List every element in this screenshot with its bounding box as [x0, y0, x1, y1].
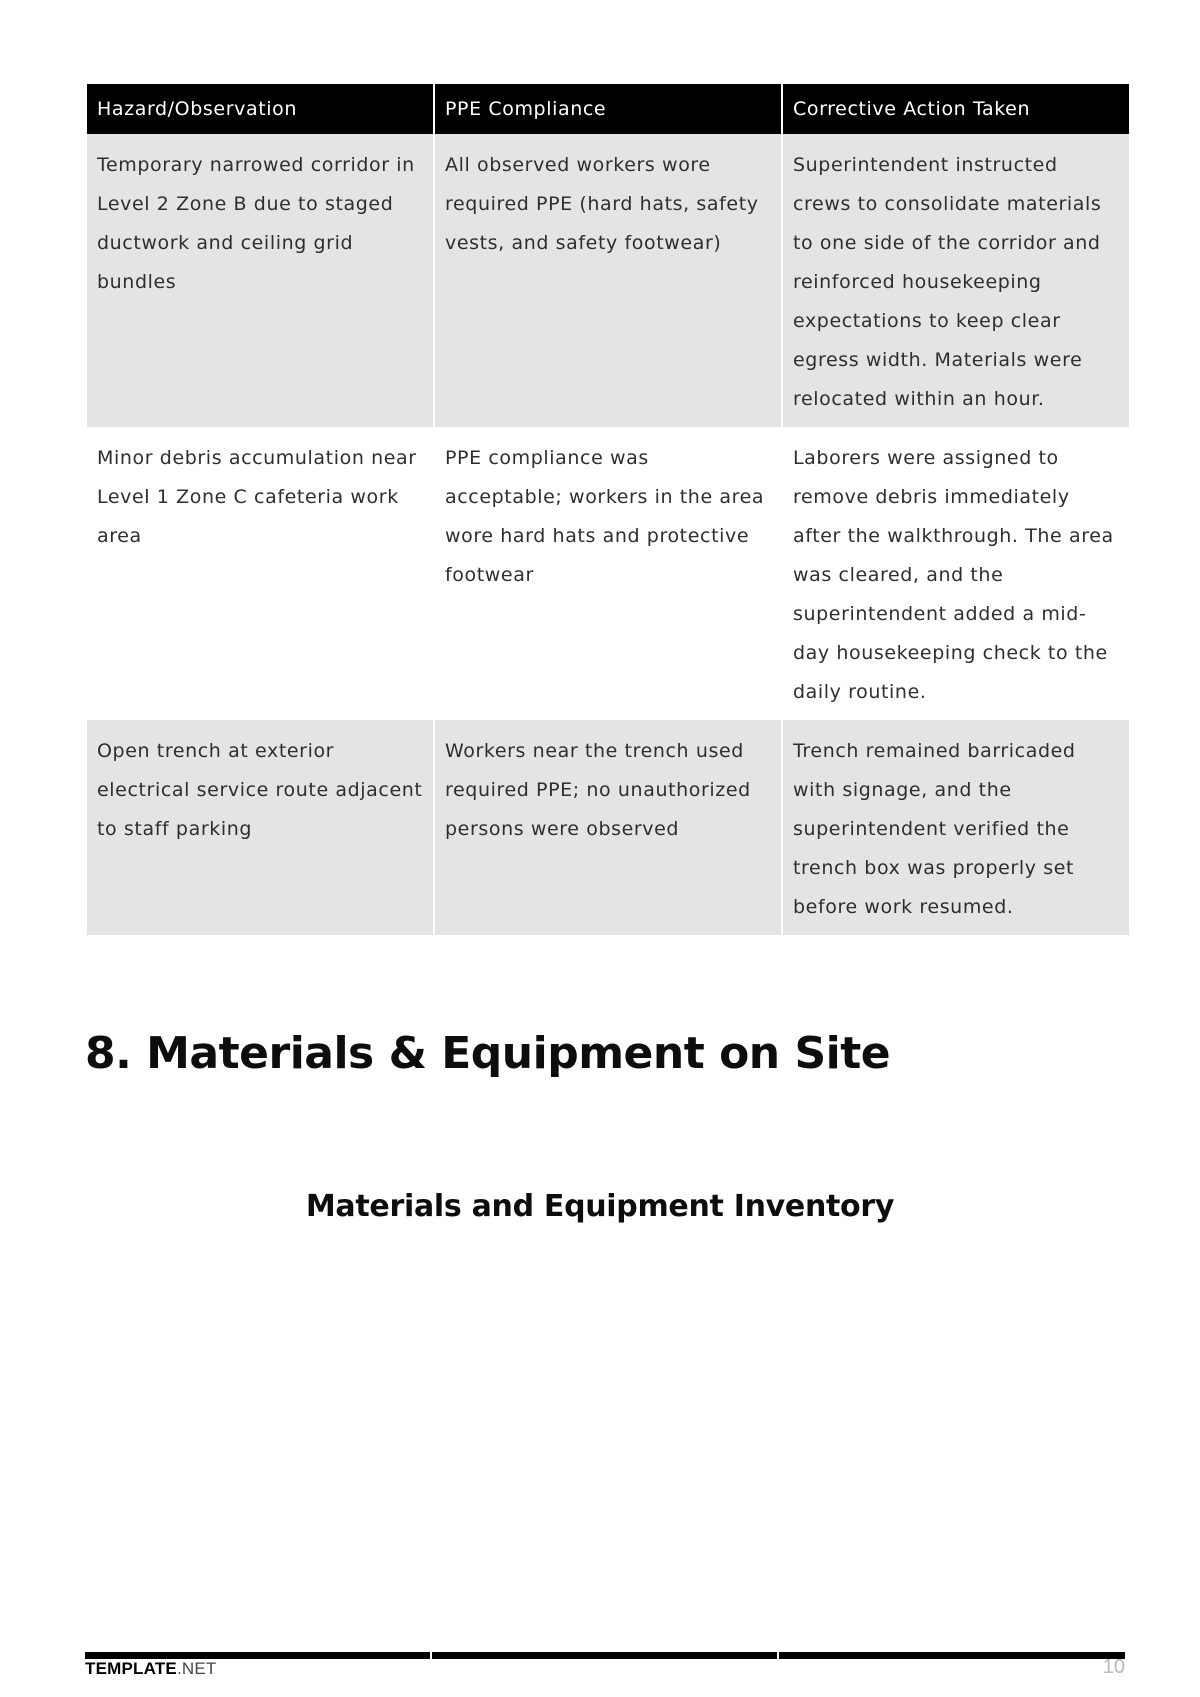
- header-corrective-action: Corrective Action Taken: [783, 84, 1129, 134]
- footer-divider: [779, 1652, 1125, 1659]
- table-row: [87, 427, 1129, 720]
- header-hazard-observation: Hazard/Observation: [87, 84, 433, 134]
- header-ppe-compliance: PPE Compliance: [435, 84, 781, 134]
- hazard-cell: Open trench at exterior electrical service route adjacent to staff parking: [87, 720, 433, 935]
- footer-logo-light: .NET: [176, 1659, 217, 1678]
- table-row: [87, 134, 1129, 427]
- inventory-table-caption: Materials and Equipment Inventory: [305, 1189, 895, 1224]
- footer-divider: [85, 1652, 430, 1659]
- table-header-row: [87, 84, 1129, 134]
- safety-observations-table: [85, 84, 1131, 935]
- footer-logo: [85, 1659, 216, 1679]
- action-cell: Trench remained barricaded with signage, and the superintendent verified the trench box was properly set before work resumed.: [783, 720, 1129, 935]
- hazard-cell: Temporary narrowed corridor in Level 2 Zone B due to staged ductwork and ceiling grid bundles: [87, 134, 433, 427]
- footer-divider: [432, 1652, 777, 1659]
- section-heading: 8. Materials & Equipment on Site: [85, 1028, 891, 1079]
- ppe-cell: PPE compliance was acceptable; workers in the area wore hard hats and protective footwear: [435, 427, 781, 720]
- action-cell: Laborers were assigned to remove debris immediately after the walkthrough. The area was cleared, and the superintendent added a mid-day housekeeping check to the daily routine.: [783, 427, 1129, 720]
- page-number: 10: [1102, 1656, 1125, 1678]
- action-cell: Superintendent instructed crews to consolidate materials to one side of the corridor and reinforced housekeeping expectations to keep clear egress width. Materials were relocated within an hour.: [783, 134, 1129, 427]
- ppe-cell: All observed workers wore required PPE (hard hats, safety vests, and safety footwear): [435, 134, 781, 427]
- table-row: [87, 720, 1129, 935]
- ppe-cell: Workers near the trench used required PPE; no unauthorized persons were observed: [435, 720, 781, 935]
- hazard-cell: Minor debris accumulation near Level 1 Zone C cafeteria work area: [87, 427, 433, 720]
- footer-logo-bold: TEMPLATE: [85, 1659, 177, 1678]
